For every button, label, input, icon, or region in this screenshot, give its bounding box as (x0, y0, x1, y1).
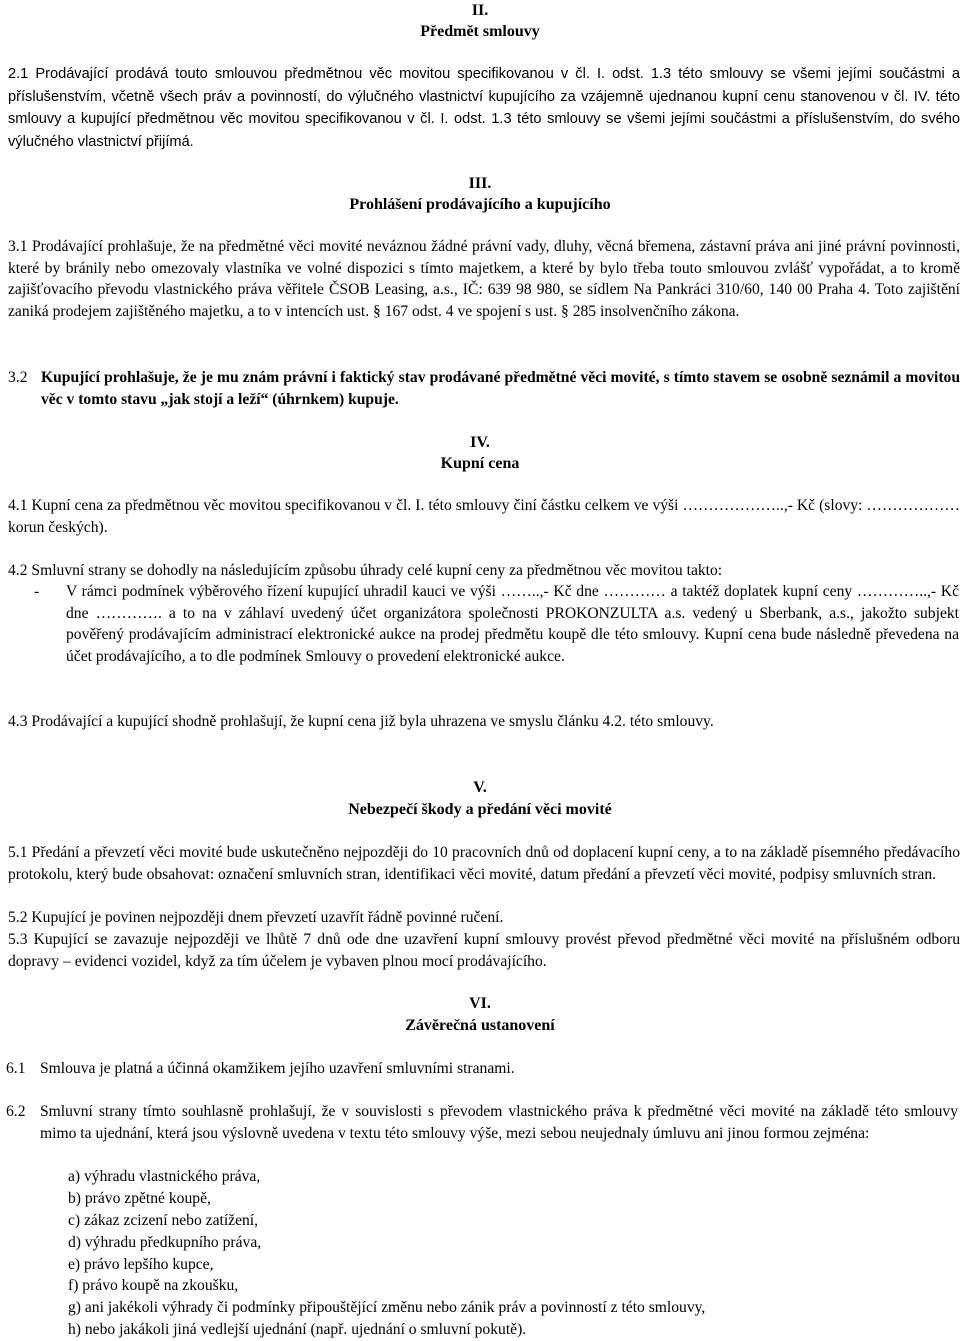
clause-5-3: 5.3 Kupující se zavazuje nejpozději ve lhůtě 7 dnů ode dne uzavření kupní smlouvy provést převod předmětné věci movité na příslušném odboru dopravy – evidenci vozidel, když za tím účelem je vybaven plnou mocí prodávajícího. (8, 931, 960, 970)
clause-4-1: 4.1 Kupní cena za předmětnou věc movitou specifikovanou v čl. I. této smlouvy činí částku celkem ve výši ………………..,- Kč (slovy: ……………… korun českých). (8, 497, 960, 536)
clause-6-1 (6, 1058, 958, 1080)
clause-3-1: 3.1 Prodávající prohlašuje, že na předmětné věci movité neváznou žádné právní vady, dluhy, věcná břemena, zástavní práva ani jiné právní povinnosti, které by bránily nebo omezovaly vlastníka ve volné dispozici s tímto majetkem, a které by bylo třeba touto smlouvou zvlášť vypořádat, a to kromě zajišťovacího převodu vlastnického práva věřitele ČSOB Leasing, a.s., IČ: 639 98 980, se sídlem Na Pankráci 310/60, 140 00 Praha 4. Toto zajištění zaniká prodejem zajištěného majetku, a to v intencích ust. § 167 odst. 4 ve spojení s ust. § 285 insolvenčního zákona. (8, 238, 960, 320)
section-5-number: V. (473, 779, 487, 796)
clause-6-2-text: Smluvní strany tímto souhlasně prohlašují, že v souvislosti s převodem vlastnického práva k předmětné věci movité na základě této smlouvy mimo ta ujednání, která jsou výslovně uvedena v textu této smlouvy výše, mezi sebou neujednaly úmluvu ani jinou formou zejména: (40, 1103, 958, 1142)
section-4-number: IV. (470, 434, 490, 451)
list-item: h) nebo jakákoli jiná vedlejší ujednání (např. ujednání o smluvní pokutě). (68, 1321, 527, 1339)
clause-4-2: 4.2 Smluvní strany se dohodly na následujícím způsobu úhrady celé kupní ceny za předmětnou věc movitou takto: (8, 562, 723, 579)
list-item: d) výhradu předkupního práva, (68, 1233, 262, 1251)
section-3-number: III. (468, 175, 492, 192)
list-item: g) ani jakékoli výhrady či podmínky připouštějící změnu nebo zánik práv a povinností z této smlouvy, (68, 1299, 706, 1317)
clause-4-2-item-text: V rámci podmínek výběrového řízení kupující uhradil kauci ve výši ……..,- Kč dne ………… a taktéž doplatek kupní ceny …………..,- Kč dne …………. a to na v záhlaví uvedený účet organizátora společnosti PROKONZULTA a.s. vedený u Sberbank, a.s., jakožto subjekt pověřený prodávajícím administrací elektronické aukce na prodej předmětu koupě dle této smlouvy. Kupní cena bude následně převedena na účet prodávajícího, a to dle podmínek Smlouvy o provedení elektronické aukce. (66, 583, 959, 665)
section-2-title: Předmět smlouvy (420, 23, 540, 40)
section-2-number: II. (471, 2, 489, 19)
list-item: a) výhradu vlastnického práva, (68, 1168, 261, 1185)
excluded-arrangements-list (68, 1166, 928, 1341)
section-5-title: Nebezpečí škody a předání věci movité (348, 801, 612, 818)
clause-3-2-number: 3.2 (8, 369, 28, 386)
list-item: c) zákaz zcizení nebo zatížení, (68, 1211, 259, 1229)
clause-5-1: 5.1 Předání a převzetí věci movité bude uskutečněno nejpozději do 10 pracovních dnů od doplacení kupní ceny, a to na základě písemného předávacího protokolu, který bude obsahovat: označení smluvních stran, identifikaci věci movité, datum předání a převzetí věci movité, podpisy smluvních stran. (8, 844, 960, 883)
list-item: f) právo koupě na zkoušku, (68, 1277, 239, 1295)
clause-6-2-number: 6.2 (6, 1103, 26, 1120)
section-4-title: Kupní cena (440, 455, 520, 472)
clause-4-3: 4.3 Prodávající a kupující shodně prohlašují, že kupní cena již byla uhrazena ve smyslu článku 4.2. této smlouvy. (8, 713, 714, 730)
list-item: b) právo zpětné koupě, (68, 1189, 211, 1207)
list-item: e) právo lepšího kupce, (68, 1255, 214, 1273)
clause-4-2-item (34, 581, 959, 667)
clause-6-2 (6, 1101, 958, 1144)
clause-2-1: 2.1 Prodávající prodává touto smlouvou předmětnou věc movitou specifikovanou v čl. I. odst. 1.3 této smlouvy se všemi jejími součástmi a příslušenstvím, včetně všech práv a povinností, do výlučného vlastnictví kupujícího za vzájemně ujednanou kupní cenu stanovenou v čl. IV. této smlouvy a kupující předmětnou věc movitou specifikovanou v čl. I. odst. 1.3 této smlouvy se všemi jejími součástmi a příslušenstvím, do svého výlučného vlastnictví přijímá. (8, 66, 960, 150)
section-3-title: Prohlášení prodávajícího a kupujícího (349, 196, 611, 213)
clause-3-2 (8, 367, 960, 410)
clause-6-1-number: 6.1 (6, 1060, 26, 1077)
section-6-number: VI. (469, 995, 491, 1012)
clause-6-1-text: Smlouva je platná a účinná okamžikem jejího uzavření smluvními stranami. (40, 1060, 515, 1077)
clause-5-2: 5.2 Kupující je povinen nejpozději dnem převzetí uzavřít řádně povinné ručení. (8, 909, 504, 926)
clause-3-2-text: Kupující prohlašuje, že je mu znám právní i faktický stav prodávané předmětné věci movité, s tímto stavem se osobně seznámil a movitou věc v tomto stavu „jak stojí a leží“ (úhrnkem) kupuje. (41, 369, 960, 408)
dash-bullet: - (34, 583, 40, 600)
section-6-title: Závěrečná ustanovení (405, 1017, 555, 1034)
